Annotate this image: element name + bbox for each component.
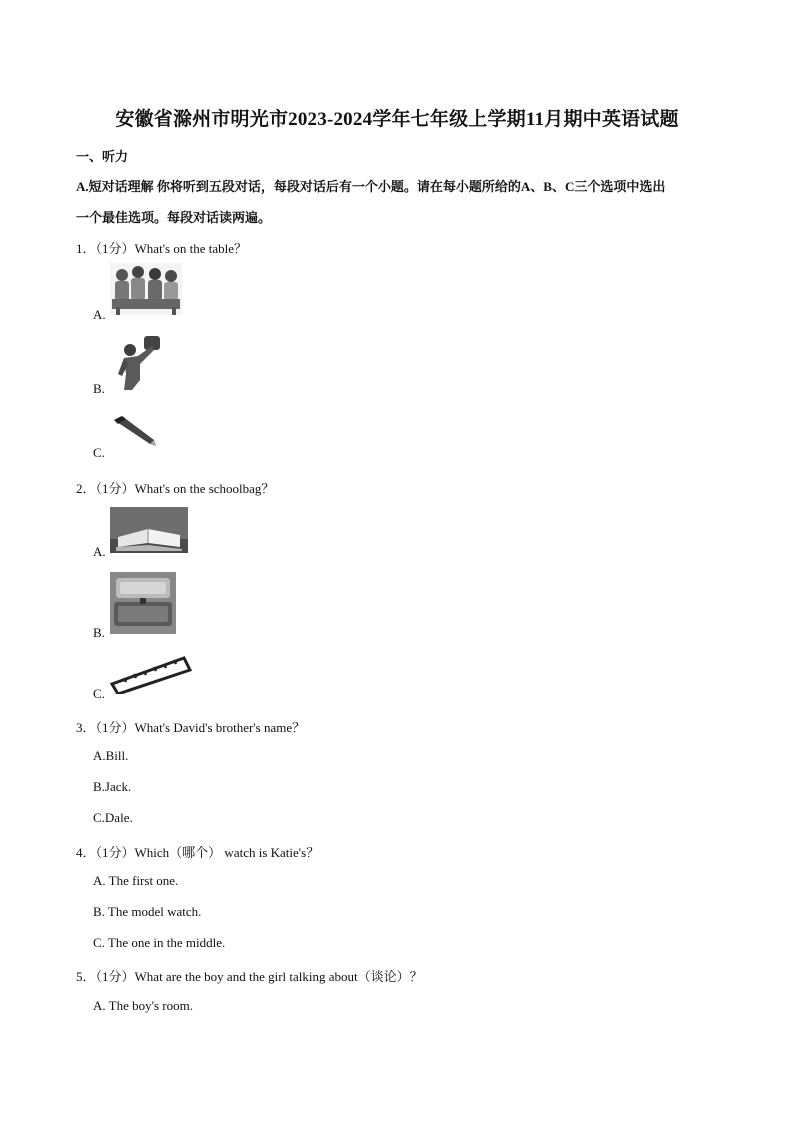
option-c: C.Dale.	[93, 810, 133, 825]
question-text: What's on the schoolbag？	[134, 481, 275, 496]
option-label: C.	[93, 686, 105, 701]
instructions-line-1: A.短对话理解 你将听到五段对话，每段对话后有一个小题。请在每小题所给的A、B、C三个选项中选出	[76, 179, 666, 194]
instructions-line-2: 一个最佳选项。每段对话读两遍。	[76, 210, 272, 225]
question-score: （1分）	[95, 481, 135, 496]
option-label: C.	[93, 445, 105, 460]
option-c: C. The one in the middle.	[93, 935, 226, 950]
question-number: 1．	[76, 241, 96, 256]
question-score: （1分）	[95, 720, 135, 735]
question-3	[76, 717, 305, 736]
page-title: 安徽省滁州市明光市2023-2024学年七年级上学期11月期中英语试题	[115, 109, 679, 130]
option-label: B.	[93, 381, 105, 396]
question-2	[76, 478, 274, 497]
question-score: （1分）	[95, 845, 135, 860]
person-reaching-picture	[112, 334, 164, 392]
question-text: What's on the table？	[134, 241, 247, 256]
option-a: A. The first one.	[93, 873, 179, 888]
question-text: What are the boy and the girl talking about（谈论）？	[134, 969, 423, 984]
question-1	[76, 238, 247, 257]
question-score: （1分）	[95, 241, 135, 256]
pencil-box-picture	[110, 572, 176, 634]
option-label: A.	[93, 307, 106, 322]
pen-picture	[110, 414, 160, 448]
section-heading-listening: 一、听力	[76, 149, 129, 164]
question-number: 5．	[76, 969, 96, 984]
option-a: A. The boy's room.	[93, 998, 193, 1013]
open-book-picture	[110, 507, 188, 553]
option-b: B.Jack.	[93, 779, 132, 794]
children-group-picture	[110, 263, 182, 315]
question-number: 2．	[76, 481, 96, 496]
question-score: （1分）	[95, 969, 135, 984]
question-text: What's David's brother's name？	[134, 720, 306, 735]
ruler-picture	[110, 654, 192, 694]
question-number: 3．	[76, 720, 96, 735]
option-label: A.	[93, 544, 106, 559]
option-b: B. The model watch.	[93, 904, 202, 919]
question-number: 4．	[76, 845, 96, 860]
question-4	[76, 842, 319, 861]
option-label: B.	[93, 625, 105, 640]
option-a: A.Bill.	[93, 748, 129, 763]
question-5	[76, 966, 423, 985]
question-text: Which（哪个） watch is Katie's？	[134, 845, 320, 860]
